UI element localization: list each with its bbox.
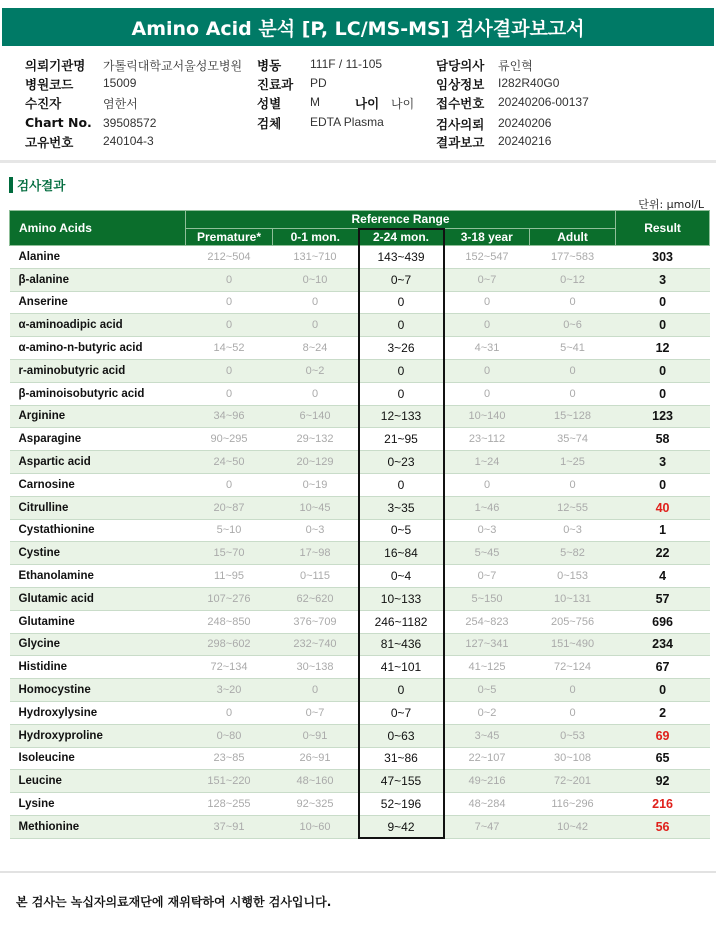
reference-range-cell: 10~42 — [530, 815, 616, 838]
reference-range-cell: 0~5 — [359, 519, 444, 542]
amino-acid-name: Carnosine — [10, 473, 186, 496]
label-sex: 성별 — [257, 96, 282, 111]
table-row — [10, 656, 710, 679]
reference-range-cell: 0 — [186, 382, 273, 405]
amino-acid-name: Ethanolamine — [10, 565, 186, 588]
result-value: 40 — [616, 496, 710, 519]
header-premature: Premature* — [186, 229, 273, 246]
value-specimen: EDTA Plasma — [310, 115, 384, 129]
label-receipt-no: 접수번호 — [436, 96, 485, 111]
reference-range-cell: 0 — [186, 701, 273, 724]
reference-range-cell: 47~155 — [359, 770, 444, 793]
reference-range-cell: 81~436 — [359, 633, 444, 656]
reference-range-cell: 0 — [359, 359, 444, 382]
reference-range-cell: 41~125 — [444, 656, 530, 679]
table-row — [10, 587, 710, 610]
reference-range-cell: 0 — [444, 359, 530, 382]
result-value: 22 — [616, 542, 710, 565]
reference-range-cell: 10~131 — [530, 587, 616, 610]
label-institution: 의뢰기관명 — [25, 58, 86, 73]
reference-range-cell: 12~133 — [359, 405, 444, 428]
reference-range-cell: 0~7 — [359, 701, 444, 724]
value-patient: 염한서 — [103, 97, 138, 111]
reference-range-cell: 254~823 — [444, 610, 530, 633]
value-institution: 가톨릭대학교서울성모병원 — [103, 59, 243, 73]
table-row — [10, 428, 710, 451]
table-row — [10, 246, 710, 269]
reference-range-cell: 15~70 — [186, 542, 273, 565]
reference-range-cell: 3~26 — [359, 337, 444, 360]
result-value: 65 — [616, 747, 710, 770]
reference-range-cell: 35~74 — [530, 428, 616, 451]
reference-range-cell: 52~196 — [359, 793, 444, 816]
results-body — [10, 246, 710, 839]
result-value: 1 — [616, 519, 710, 542]
header-3-18-year: 3-18 year — [444, 229, 530, 246]
table-row — [10, 405, 710, 428]
label-report-date: 결과보고 — [436, 135, 485, 150]
reference-range-cell: 0 — [530, 291, 616, 314]
header-result: Result — [616, 211, 710, 246]
header-0-1-mon: 0-1 mon. — [273, 229, 359, 246]
reference-range-cell: 37~91 — [186, 815, 273, 838]
reference-range-cell: 0 — [359, 679, 444, 702]
reference-range-cell: 0 — [273, 291, 359, 314]
amino-acid-name: Aspartic acid — [10, 451, 186, 474]
value-department: PD — [310, 76, 327, 90]
reference-range-cell: 15~128 — [530, 405, 616, 428]
reference-range-cell: 10~140 — [444, 405, 530, 428]
reference-range-cell: 31~86 — [359, 747, 444, 770]
reference-range-cell: 4~31 — [444, 337, 530, 360]
reference-range-cell: 0 — [359, 291, 444, 314]
reference-range-cell: 0~19 — [273, 473, 359, 496]
label-clinical-info: 임상정보 — [436, 77, 485, 92]
result-value: 123 — [616, 405, 710, 428]
section-marker — [9, 177, 13, 193]
label-specimen: 검체 — [257, 116, 282, 131]
reference-range-cell: 72~124 — [530, 656, 616, 679]
table-row — [10, 679, 710, 702]
reference-range-cell: 0 — [186, 268, 273, 291]
reference-range-cell: 0 — [530, 382, 616, 405]
reference-range-cell: 48~284 — [444, 793, 530, 816]
amino-acid-name: β-aminoisobutyric acid — [10, 382, 186, 405]
result-value: 2 — [616, 701, 710, 724]
reference-range-cell: 0 — [186, 359, 273, 382]
amino-acid-name: r-aminobutyric acid — [10, 359, 186, 382]
table-row — [10, 451, 710, 474]
reference-range-cell: 5~45 — [444, 542, 530, 565]
result-value: 58 — [616, 428, 710, 451]
results-section-title: 검사결과 — [17, 178, 66, 193]
amino-acid-name: Alanine — [10, 246, 186, 269]
result-value: 0 — [616, 314, 710, 337]
result-value: 0 — [616, 382, 710, 405]
header-reference-range: Reference Range — [186, 211, 616, 229]
reference-range-cell: 376~709 — [273, 610, 359, 633]
result-value: 4 — [616, 565, 710, 588]
reference-range-cell: 48~160 — [273, 770, 359, 793]
amino-acid-name: Histidine — [10, 656, 186, 679]
reference-range-cell: 22~107 — [444, 747, 530, 770]
header-2-24-mon: 2-24 mon. — [359, 229, 444, 246]
amino-acid-name: Anserine — [10, 291, 186, 314]
amino-acid-name: Arginine — [10, 405, 186, 428]
reference-range-cell: 90~295 — [186, 428, 273, 451]
table-row — [10, 542, 710, 565]
amino-acid-results-table — [9, 210, 710, 839]
label-age: 나이 — [355, 96, 380, 111]
reference-range-cell: 0 — [444, 382, 530, 405]
reference-range-cell: 0 — [530, 473, 616, 496]
reference-range-cell: 0~3 — [530, 519, 616, 542]
reference-range-cell: 0~12 — [530, 268, 616, 291]
reference-range-cell: 7~47 — [444, 815, 530, 838]
amino-acid-name: Leucine — [10, 770, 186, 793]
amino-acid-name: Glycine — [10, 633, 186, 656]
reference-range-cell: 29~132 — [273, 428, 359, 451]
reference-range-cell: 14~52 — [186, 337, 273, 360]
section-divider — [0, 160, 716, 163]
label-doctor: 담당의사 — [436, 58, 485, 73]
reference-range-cell: 0~53 — [530, 724, 616, 747]
table-row — [10, 519, 710, 542]
results-section-heading — [9, 176, 65, 194]
table-row — [10, 565, 710, 588]
reference-range-cell: 151~490 — [530, 633, 616, 656]
reference-range-cell: 49~216 — [444, 770, 530, 793]
value-sex: M — [310, 95, 320, 109]
amino-acid-name: Isoleucine — [10, 747, 186, 770]
reference-range-cell: 127~341 — [444, 633, 530, 656]
reference-range-cell: 0~6 — [530, 314, 616, 337]
table-row — [10, 770, 710, 793]
amino-acid-name: Citrulline — [10, 496, 186, 519]
table-row — [10, 815, 710, 838]
label-ward: 병동 — [257, 58, 282, 73]
result-value: 0 — [616, 679, 710, 702]
table-row — [10, 291, 710, 314]
label-unique-no: 고유번호 — [25, 135, 74, 150]
reference-range-cell: 1~25 — [530, 451, 616, 474]
footer-note: 본 검사는 녹십자의료재단에 재위탁하여 시행한 검사입니다. — [16, 895, 332, 909]
label-patient: 수진자 — [25, 96, 62, 111]
amino-acid-name: Glutamine — [10, 610, 186, 633]
result-value: 696 — [616, 610, 710, 633]
reference-range-cell: 232~740 — [273, 633, 359, 656]
reference-range-cell: 20~87 — [186, 496, 273, 519]
reference-range-cell: 151~220 — [186, 770, 273, 793]
reference-range-cell: 17~98 — [273, 542, 359, 565]
amino-acid-name: Cystine — [10, 542, 186, 565]
reference-range-cell: 23~85 — [186, 747, 273, 770]
reference-range-cell: 246~1182 — [359, 610, 444, 633]
reference-range-cell: 0 — [530, 679, 616, 702]
reference-range-cell: 107~276 — [186, 587, 273, 610]
reference-range-cell: 205~756 — [530, 610, 616, 633]
amino-acid-name: Hydroxylysine — [10, 701, 186, 724]
amino-acid-name: β-alanine — [10, 268, 186, 291]
reference-range-cell: 5~10 — [186, 519, 273, 542]
amino-acid-name: Methionine — [10, 815, 186, 838]
reference-range-cell: 16~84 — [359, 542, 444, 565]
reference-range-cell: 0 — [186, 291, 273, 314]
result-value: 12 — [616, 337, 710, 360]
table-row — [10, 382, 710, 405]
reference-range-cell: 0 — [273, 679, 359, 702]
amino-acid-name: α-aminoadipic acid — [10, 314, 186, 337]
reference-range-cell: 8~24 — [273, 337, 359, 360]
result-value: 92 — [616, 770, 710, 793]
amino-acid-name: Asparagine — [10, 428, 186, 451]
reference-range-cell: 0~7 — [273, 701, 359, 724]
amino-acid-name: Homocystine — [10, 679, 186, 702]
reference-range-cell: 143~439 — [359, 246, 444, 269]
reference-range-cell: 0 — [530, 359, 616, 382]
value-doctor: 류인혁 — [498, 59, 533, 73]
reference-range-cell: 23~112 — [444, 428, 530, 451]
reference-range-cell: 41~101 — [359, 656, 444, 679]
result-value: 67 — [616, 656, 710, 679]
reference-range-cell: 0~7 — [444, 565, 530, 588]
result-value: 3 — [616, 268, 710, 291]
reference-range-cell: 0~2 — [273, 359, 359, 382]
reference-range-cell: 92~325 — [273, 793, 359, 816]
reference-range-cell: 30~108 — [530, 747, 616, 770]
reference-range-cell: 10~60 — [273, 815, 359, 838]
value-age: 나이 — [391, 97, 415, 111]
reference-range-cell: 0~91 — [273, 724, 359, 747]
result-value: 0 — [616, 473, 710, 496]
label-hospital-code: 병원코드 — [25, 77, 74, 92]
table-row — [10, 359, 710, 382]
amino-acid-name: α-amino-n-butyric acid — [10, 337, 186, 360]
reference-range-cell: 0 — [444, 314, 530, 337]
header-amino-acids: Amino Acids — [10, 211, 186, 246]
reference-range-cell: 24~50 — [186, 451, 273, 474]
table-row — [10, 747, 710, 770]
result-value: 0 — [616, 359, 710, 382]
reference-range-cell: 0~80 — [186, 724, 273, 747]
reference-range-cell: 5~150 — [444, 587, 530, 610]
reference-range-cell: 0~63 — [359, 724, 444, 747]
reference-range-cell: 0 — [359, 473, 444, 496]
reference-range-cell: 34~96 — [186, 405, 273, 428]
reference-range-cell: 0~3 — [444, 519, 530, 542]
result-value: 303 — [616, 246, 710, 269]
reference-range-cell: 0~2 — [444, 701, 530, 724]
reference-range-cell: 12~55 — [530, 496, 616, 519]
reference-range-cell: 3~20 — [186, 679, 273, 702]
result-value: 57 — [616, 587, 710, 610]
reference-range-cell: 116~296 — [530, 793, 616, 816]
result-value: 69 — [616, 724, 710, 747]
reference-range-cell: 0~5 — [444, 679, 530, 702]
table-row — [10, 633, 710, 656]
label-request-date: 검사의뢰 — [436, 117, 485, 132]
reference-range-cell: 20~129 — [273, 451, 359, 474]
table-row — [10, 701, 710, 724]
footer-divider — [0, 871, 716, 873]
report-title: Amino Acid 분석 [P, LC/MS-MS] 검사결과보고서 — [2, 8, 714, 46]
reference-range-cell: 131~710 — [273, 246, 359, 269]
amino-acid-name: Lysine — [10, 793, 186, 816]
label-chart-no: Chart No. — [25, 115, 92, 130]
value-receipt-no: 20240206-00137 — [498, 95, 589, 109]
value-chart-no: 39508572 — [103, 116, 157, 130]
reference-range-cell: 0~115 — [273, 565, 359, 588]
table-row — [10, 496, 710, 519]
reference-range-cell: 0~153 — [530, 565, 616, 588]
label-department: 진료과 — [257, 77, 294, 92]
reference-range-cell: 62~620 — [273, 587, 359, 610]
amino-acid-name: Cystathionine — [10, 519, 186, 542]
reference-range-cell: 0~3 — [273, 519, 359, 542]
reference-range-cell: 0 — [273, 314, 359, 337]
reference-range-cell: 152~547 — [444, 246, 530, 269]
reference-range-cell: 3~45 — [444, 724, 530, 747]
table-row — [10, 268, 710, 291]
table-row — [10, 610, 710, 633]
reference-range-cell: 0~7 — [359, 268, 444, 291]
reference-range-cell: 9~42 — [359, 815, 444, 838]
reference-range-cell: 26~91 — [273, 747, 359, 770]
reference-range-cell: 30~138 — [273, 656, 359, 679]
reference-range-cell: 1~24 — [444, 451, 530, 474]
result-value: 56 — [616, 815, 710, 838]
result-value: 3 — [616, 451, 710, 474]
amino-acid-name: Glutamic acid — [10, 587, 186, 610]
reference-range-cell: 5~82 — [530, 542, 616, 565]
reference-range-cell: 0~10 — [273, 268, 359, 291]
reference-range-cell: 0~23 — [359, 451, 444, 474]
reference-range-cell: 298~602 — [186, 633, 273, 656]
reference-range-cell: 21~95 — [359, 428, 444, 451]
value-ward: 111F / 11-105 — [310, 57, 383, 71]
patient-info — [25, 56, 705, 148]
reference-range-cell: 0 — [444, 473, 530, 496]
reference-range-cell: 6~140 — [273, 405, 359, 428]
value-hospital-code: 15009 — [103, 76, 137, 90]
table-row — [10, 314, 710, 337]
header-adult: Adult — [530, 229, 616, 246]
reference-range-cell: 72~134 — [186, 656, 273, 679]
reference-range-cell: 11~95 — [186, 565, 273, 588]
reference-range-cell: 0 — [186, 314, 273, 337]
value-report-date: 20240216 — [498, 134, 552, 148]
reference-range-cell: 3~35 — [359, 496, 444, 519]
value-clinical-info: I282R40G0 — [498, 76, 560, 90]
reference-range-cell: 5~41 — [530, 337, 616, 360]
value-unique-no: 240104-3 — [103, 134, 154, 148]
reference-range-cell: 0 — [359, 314, 444, 337]
result-value: 234 — [616, 633, 710, 656]
reference-range-cell: 1~46 — [444, 496, 530, 519]
reference-range-cell: 248~850 — [186, 610, 273, 633]
reference-range-cell: 0 — [444, 291, 530, 314]
amino-acid-name: Hydroxyproline — [10, 724, 186, 747]
reference-range-cell: 128~255 — [186, 793, 273, 816]
result-value: 216 — [616, 793, 710, 816]
reference-range-cell: 0~4 — [359, 565, 444, 588]
reference-range-cell: 0 — [273, 382, 359, 405]
reference-range-cell: 0~7 — [444, 268, 530, 291]
reference-range-cell: 0 — [359, 382, 444, 405]
reference-range-cell: 212~504 — [186, 246, 273, 269]
table-row — [10, 724, 710, 747]
reference-range-cell: 72~201 — [530, 770, 616, 793]
result-value: 0 — [616, 291, 710, 314]
reference-range-cell: 177~583 — [530, 246, 616, 269]
reference-range-cell: 10~45 — [273, 496, 359, 519]
table-row — [10, 337, 710, 360]
reference-range-cell: 10~133 — [359, 587, 444, 610]
unit-label: 단위: μmol/L — [638, 198, 704, 211]
table-row — [10, 473, 710, 496]
reference-range-cell: 0 — [530, 701, 616, 724]
table-row — [10, 793, 710, 816]
value-request-date: 20240206 — [498, 116, 552, 130]
reference-range-cell: 0 — [186, 473, 273, 496]
